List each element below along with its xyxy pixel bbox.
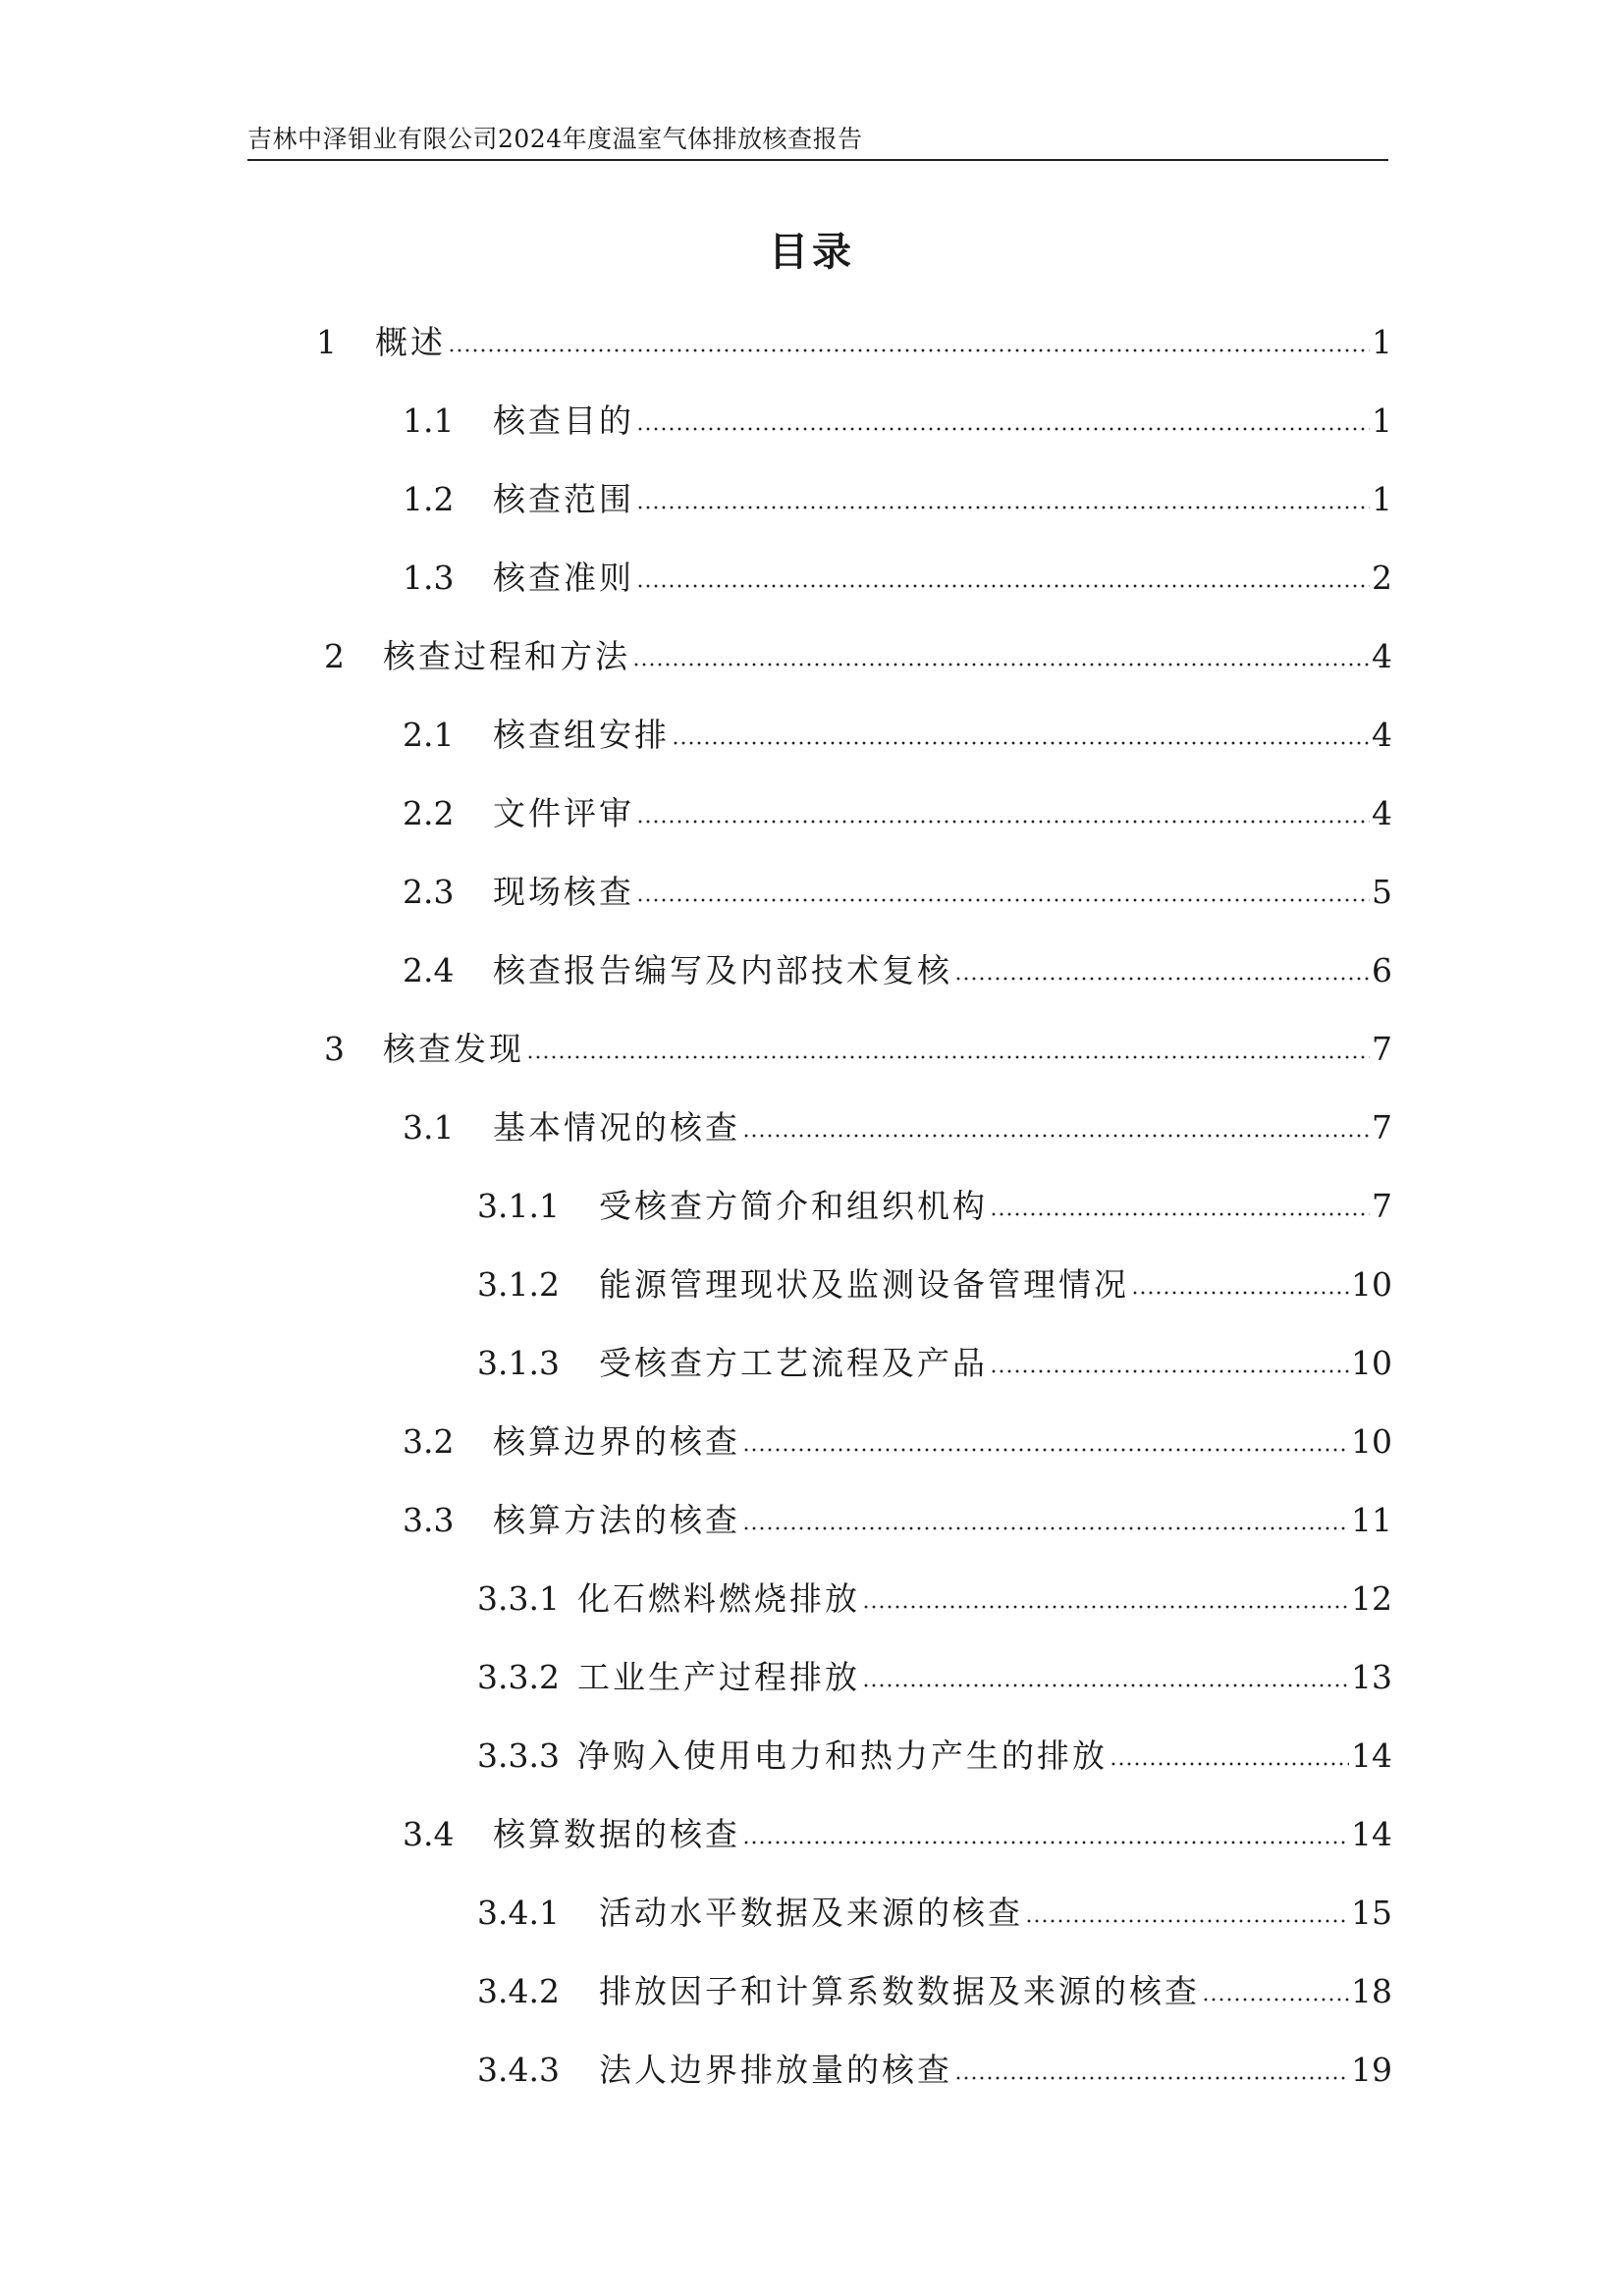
toc-leader-dots (672, 738, 1370, 748)
toc-entry-label: 工业生产过程排放 (577, 1658, 860, 1696)
toc-entry-label: 核查范围 (493, 480, 634, 518)
toc-entry-label: 核查组安排 (493, 716, 670, 754)
toc-entry-page: 6 (1372, 951, 1392, 989)
toc-entry-number: 1.2 (403, 480, 455, 518)
toc-entry-label: 化石燃料燃烧排放 (577, 1579, 860, 1618)
toc-entry[interactable] (477, 1730, 1392, 1779)
toc-entry-number: 2.1 (403, 716, 455, 754)
toc-entry-page: 10 (1351, 1344, 1392, 1382)
toc-entry-page: 15 (1351, 1894, 1392, 1932)
toc-entry-page: 4 (1372, 716, 1392, 754)
toc-entry-number: 1.1 (403, 401, 455, 440)
toc-leader-dots (954, 2073, 1349, 2083)
toc-entry[interactable] (477, 1258, 1392, 1308)
toc-entry-page: 10 (1351, 1265, 1392, 1304)
toc-entry-label: 受核查方工艺流程及产品 (599, 1344, 988, 1382)
toc-entry-number: 3.3.3 (477, 1736, 560, 1775)
toc-leader-dots (990, 1366, 1349, 1376)
toc-entry-number: 2.4 (403, 951, 455, 989)
toc-leader-dots (632, 660, 1370, 669)
toc-entry-page: 10 (1351, 1422, 1392, 1461)
toc-entry-page: 7 (1372, 1030, 1392, 1068)
toc-entry-number: 3.2 (403, 1422, 455, 1461)
toc-leader-dots (742, 1523, 1349, 1533)
toc-entry-number: 3.4 (403, 1815, 455, 1853)
toc-entry-number: 3.1.2 (477, 1265, 560, 1304)
toc-entry[interactable] (477, 1573, 1392, 1622)
toc-entry[interactable] (403, 787, 1392, 836)
toc-entry-page: 12 (1351, 1579, 1392, 1618)
toc-entry[interactable] (403, 395, 1392, 444)
toc-entry-number: 1 (316, 323, 337, 361)
toc-leader-dots (1025, 1916, 1349, 1926)
toc-entry-label: 净购入使用电力和热力产生的排放 (577, 1736, 1108, 1775)
header-title: 吉林中泽钼业有限公司2024年度温室气体排放核查报告 (247, 125, 863, 153)
toc-entry[interactable] (477, 1965, 1392, 2014)
page-header (247, 116, 1388, 161)
toc-leader-dots (742, 1131, 1370, 1141)
toc-leader-dots (742, 1445, 1349, 1455)
toc-entry-page: 4 (1372, 637, 1392, 675)
toc-entry-number: 3.4.2 (477, 1972, 560, 2010)
toc-entry-page: 14 (1351, 1736, 1392, 1775)
toc-leader-dots (636, 581, 1370, 591)
toc-entry-label: 核算数据的核查 (493, 1815, 740, 1853)
toc-entry-label: 法人边界排放量的核查 (599, 2051, 952, 2089)
toc-entry[interactable] (403, 709, 1392, 758)
toc-entry-label: 受核查方简介和组织机构 (599, 1187, 988, 1225)
toc-entry-page: 11 (1351, 1501, 1392, 1539)
toc-leader-dots (1110, 1759, 1349, 1769)
toc-entry-page: 1 (1372, 323, 1392, 361)
toc-entry-label: 文件评审 (493, 794, 634, 832)
toc-entry-page: 2 (1372, 559, 1392, 597)
toc-entry-number: 3.4.1 (477, 1894, 560, 1932)
toc-entry[interactable] (324, 630, 1392, 679)
toc-entry-label: 活动水平数据及来源的核查 (599, 1894, 1023, 1932)
toc-entry-page: 14 (1351, 1815, 1392, 1853)
toc-entry-number: 2.2 (403, 794, 455, 832)
toc-leader-dots (954, 974, 1370, 984)
toc-entry-number: 1.3 (403, 559, 455, 597)
toc-entry-page: 13 (1351, 1658, 1392, 1696)
toc-entry[interactable] (316, 316, 1392, 365)
toc-leader-dots (636, 817, 1370, 827)
toc-entry-page: 7 (1372, 1108, 1392, 1147)
toc-entry-label: 概述 (375, 323, 446, 361)
toc-entry[interactable] (477, 1651, 1392, 1700)
toc-entry[interactable] (403, 1415, 1392, 1465)
toc-leader-dots (1131, 1288, 1349, 1298)
toc-entry-label: 现场核查 (493, 873, 634, 911)
toc-leader-dots (526, 1052, 1370, 1062)
toc-leader-dots (990, 1209, 1370, 1219)
toc-leader-dots (636, 424, 1370, 434)
toc-entry[interactable] (477, 1887, 1392, 1936)
toc-entry-label: 排放因子和计算系数数据及来源的核查 (599, 1972, 1200, 2010)
toc-entry-page: 18 (1351, 1972, 1392, 2010)
toc-entry-page: 5 (1372, 873, 1392, 911)
toc-entry[interactable] (403, 1494, 1392, 1543)
toc-entry-label: 核算边界的核查 (493, 1422, 740, 1461)
toc-entry-number: 3.3.2 (477, 1658, 560, 1696)
toc-entry-label: 核查目的 (493, 401, 634, 440)
toc-entry[interactable] (324, 1023, 1392, 1072)
toc-entry-number: 2.3 (403, 873, 455, 911)
toc-entry-label: 核查过程和方法 (383, 637, 630, 675)
toc-leader-dots (636, 895, 1370, 905)
toc-entry[interactable] (403, 552, 1392, 601)
toc-leader-dots (862, 1681, 1349, 1690)
toc-leader-dots (1202, 1995, 1349, 2004)
toc-entry-number: 3.4.3 (477, 2051, 560, 2089)
toc-entry[interactable] (403, 1101, 1392, 1150)
toc-entry-label: 核查准则 (493, 559, 634, 597)
toc-entry-number: 2 (324, 637, 345, 675)
toc-entry-number: 3.3.1 (477, 1579, 560, 1618)
toc-entry-label: 能源管理现状及监测设备管理情况 (599, 1265, 1129, 1304)
toc-entry-page: 19 (1351, 2051, 1392, 2089)
toc-entry-number: 3 (324, 1030, 345, 1068)
toc-entry[interactable] (477, 1337, 1392, 1386)
toc-entry[interactable] (403, 473, 1392, 522)
toc-entry-label: 基本情况的核查 (493, 1108, 740, 1147)
toc-title: 目录 (769, 229, 855, 275)
toc-entry-label: 核查发现 (383, 1030, 524, 1068)
toc-entry[interactable] (477, 1180, 1392, 1229)
toc-entry-number: 3.1 (403, 1108, 455, 1147)
toc-leader-dots (862, 1602, 1349, 1612)
toc-leader-dots (448, 346, 1370, 355)
toc-entry-number: 3.1.3 (477, 1344, 560, 1382)
toc-entry-page: 1 (1372, 480, 1392, 518)
toc-entry[interactable] (477, 2044, 1392, 2093)
toc-entry[interactable] (403, 866, 1392, 915)
toc-entry-page: 1 (1372, 401, 1392, 440)
toc-entry[interactable] (403, 1808, 1392, 1857)
toc-entry-label: 核查报告编写及内部技术复核 (493, 951, 952, 989)
toc-entry-page: 7 (1372, 1187, 1392, 1225)
toc-entry-label: 核算方法的核查 (493, 1501, 740, 1539)
toc-entry-page: 4 (1372, 794, 1392, 832)
toc-entry[interactable] (403, 944, 1392, 993)
toc-entry-number: 3.1.1 (477, 1187, 560, 1225)
toc-leader-dots (742, 1838, 1349, 1847)
toc-leader-dots (636, 503, 1370, 512)
toc-entry-number: 3.3 (403, 1501, 455, 1539)
